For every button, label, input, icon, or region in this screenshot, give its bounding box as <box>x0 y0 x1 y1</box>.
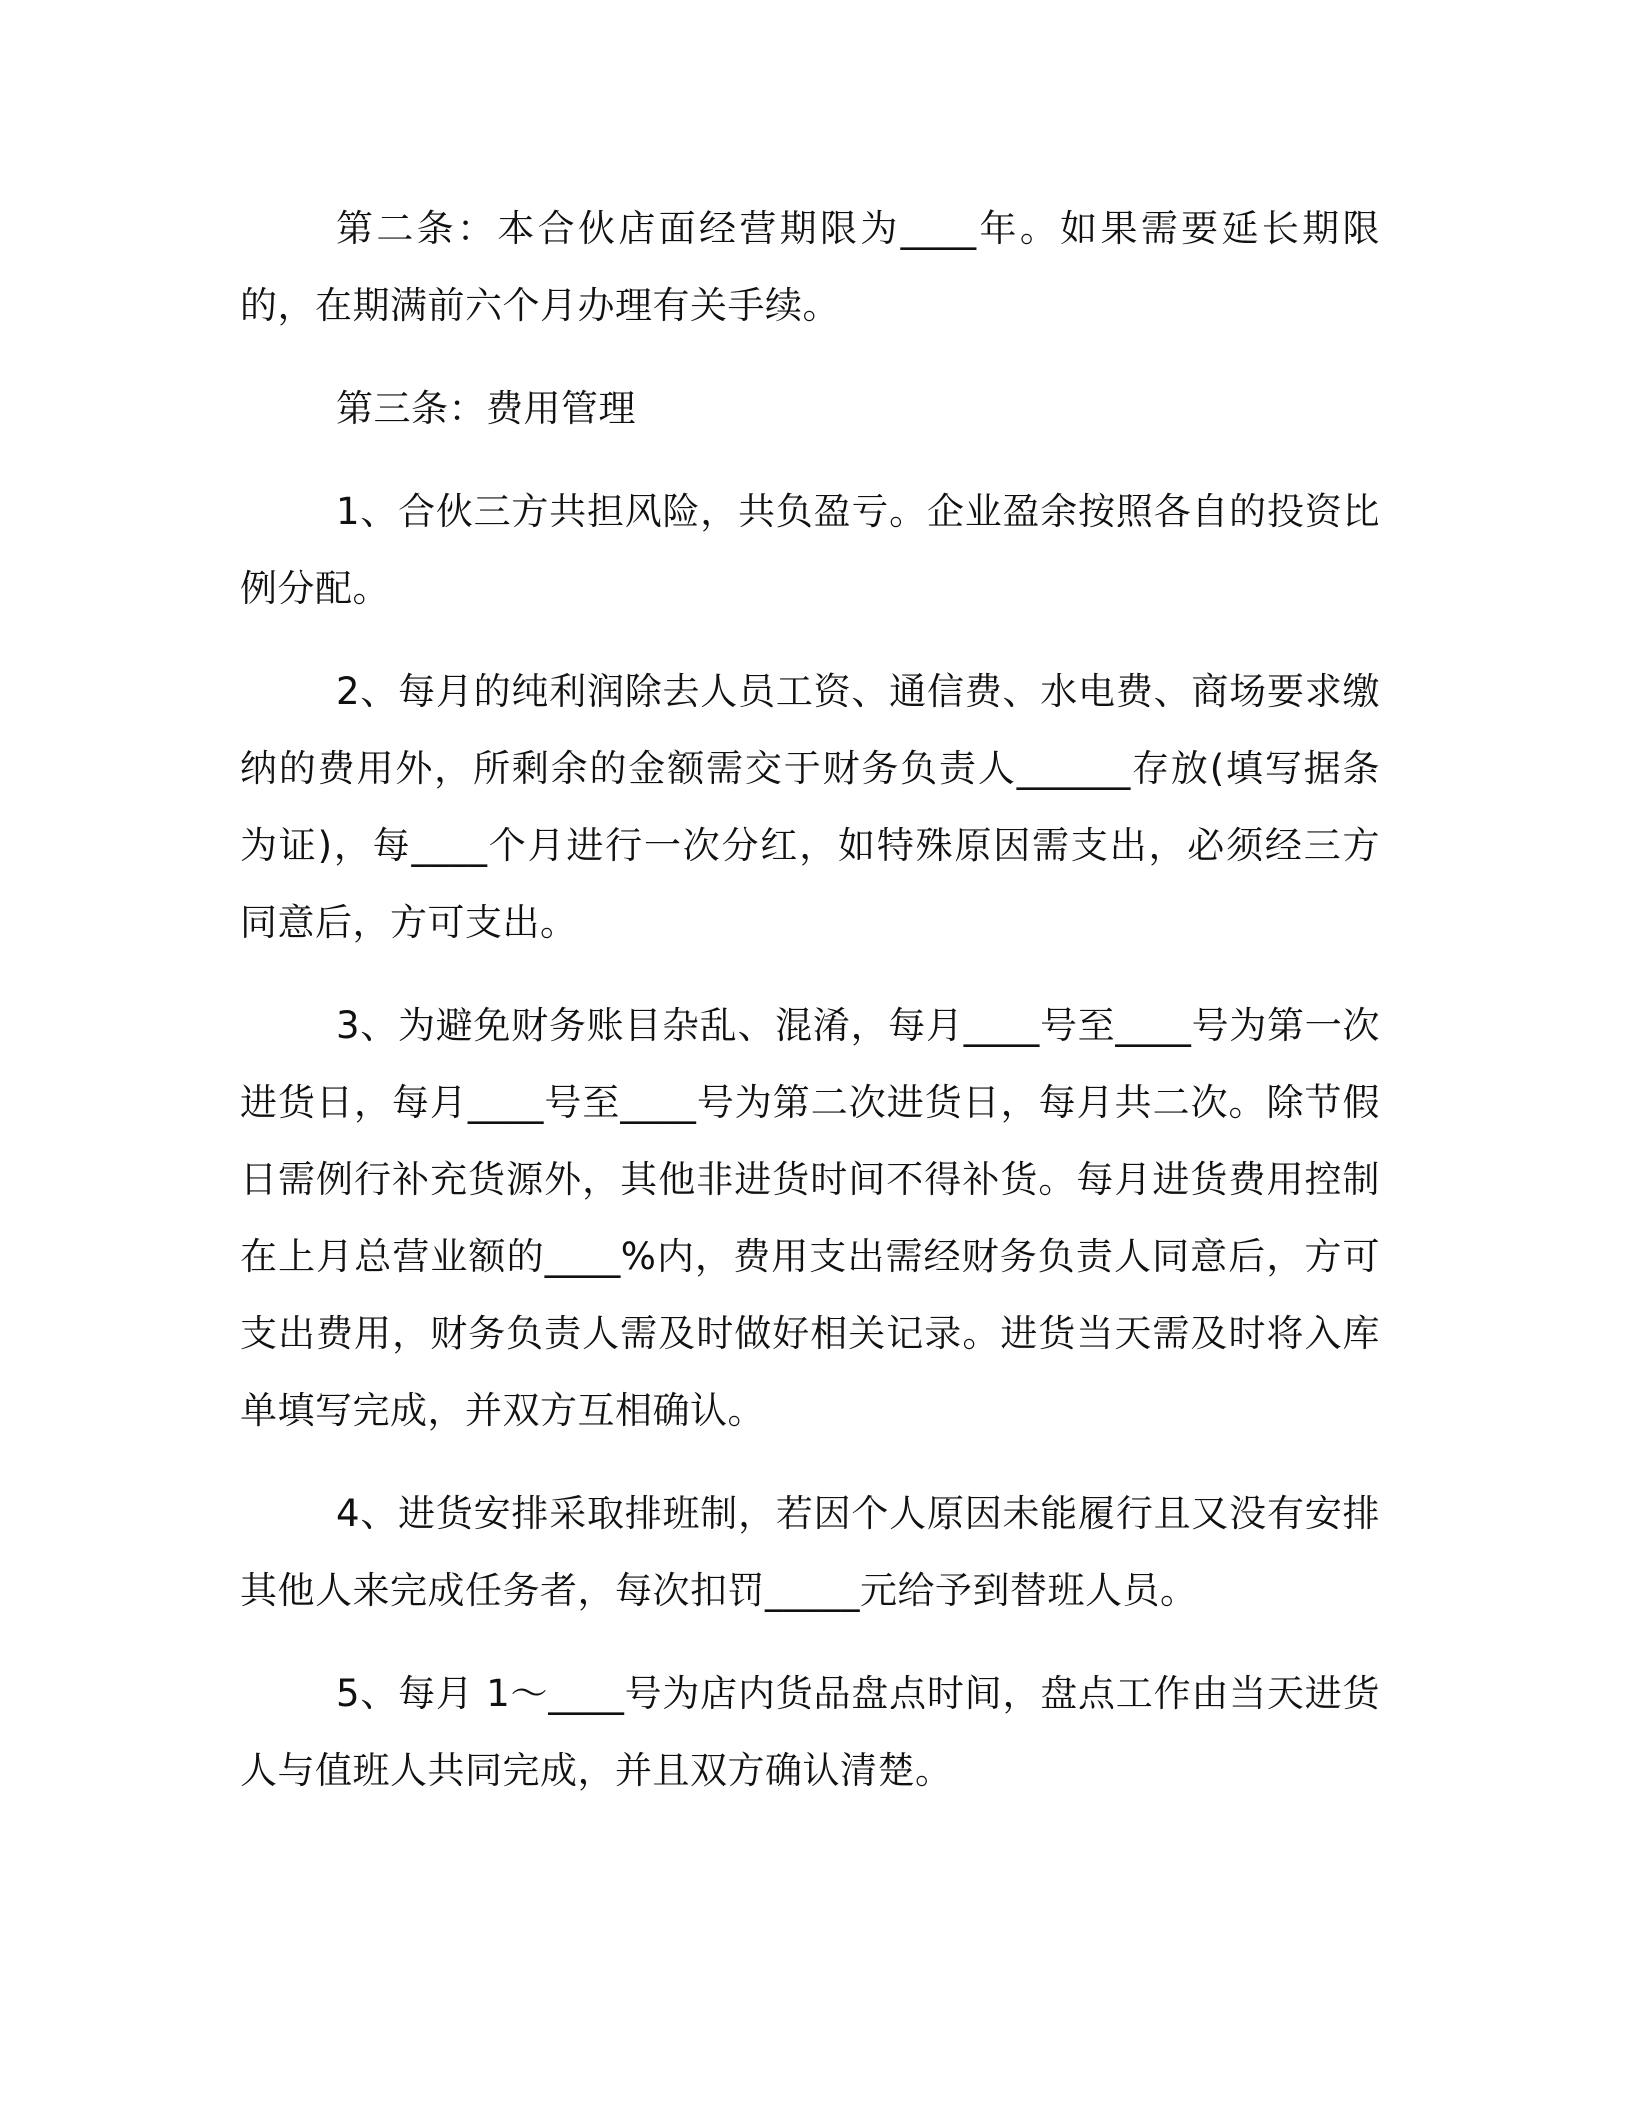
clause-expense-heading: 第三条：费用管理 <box>336 387 636 430</box>
document-body <box>240 190 1380 1835</box>
clause-term-paragraph: 第二条：本合伙店面经营期限为____年。如果需要延长期限的，在期满前六个月办理有关手续。 <box>240 207 1380 327</box>
expense-item-4: 4、进货安排采取排班制，若因个人原因未能履行且又没有安排其他人来完成任务者，每次扣罚_____元给予到替班人员。 <box>240 1492 1380 1612</box>
expense-item-2: 2、每月的纯利润除去人员工资、通信费、水电费、商场要求缴纳的费用外，所剩余的金额需交于财务负责人______存放(填写据条为证)，每____个月进行一次分红，如特殊原因需支出，必须经三方同意后，方可支出。 <box>240 670 1380 944</box>
expense-item-5: 5、每月 1～____号为店内货品盘点时间，盘点工作由当天进货人与值班人共同完成，并且双方确认清楚。 <box>240 1672 1380 1792</box>
expense-item-1: 1、合伙三方共担风险，共负盈亏。企业盈余按照各自的投资比例分配。 <box>240 490 1380 610</box>
expense-item-3: 3、为避免财务账目杂乱、混淆，每月____号至____号为第一次进货日，每月____号至____号为第二次进货日，每月共二次。除节假日需例行补充货源外，其他非进货时间不得补货。每月进货费用控制在上月总营业额的____%内，费用支出需经财务负责人同意后，方可支出费用，财务负责人需及时做好相关记录。进货当天需及时将入库单填写完成，并双方互相确认。 <box>240 1004 1380 1432</box>
